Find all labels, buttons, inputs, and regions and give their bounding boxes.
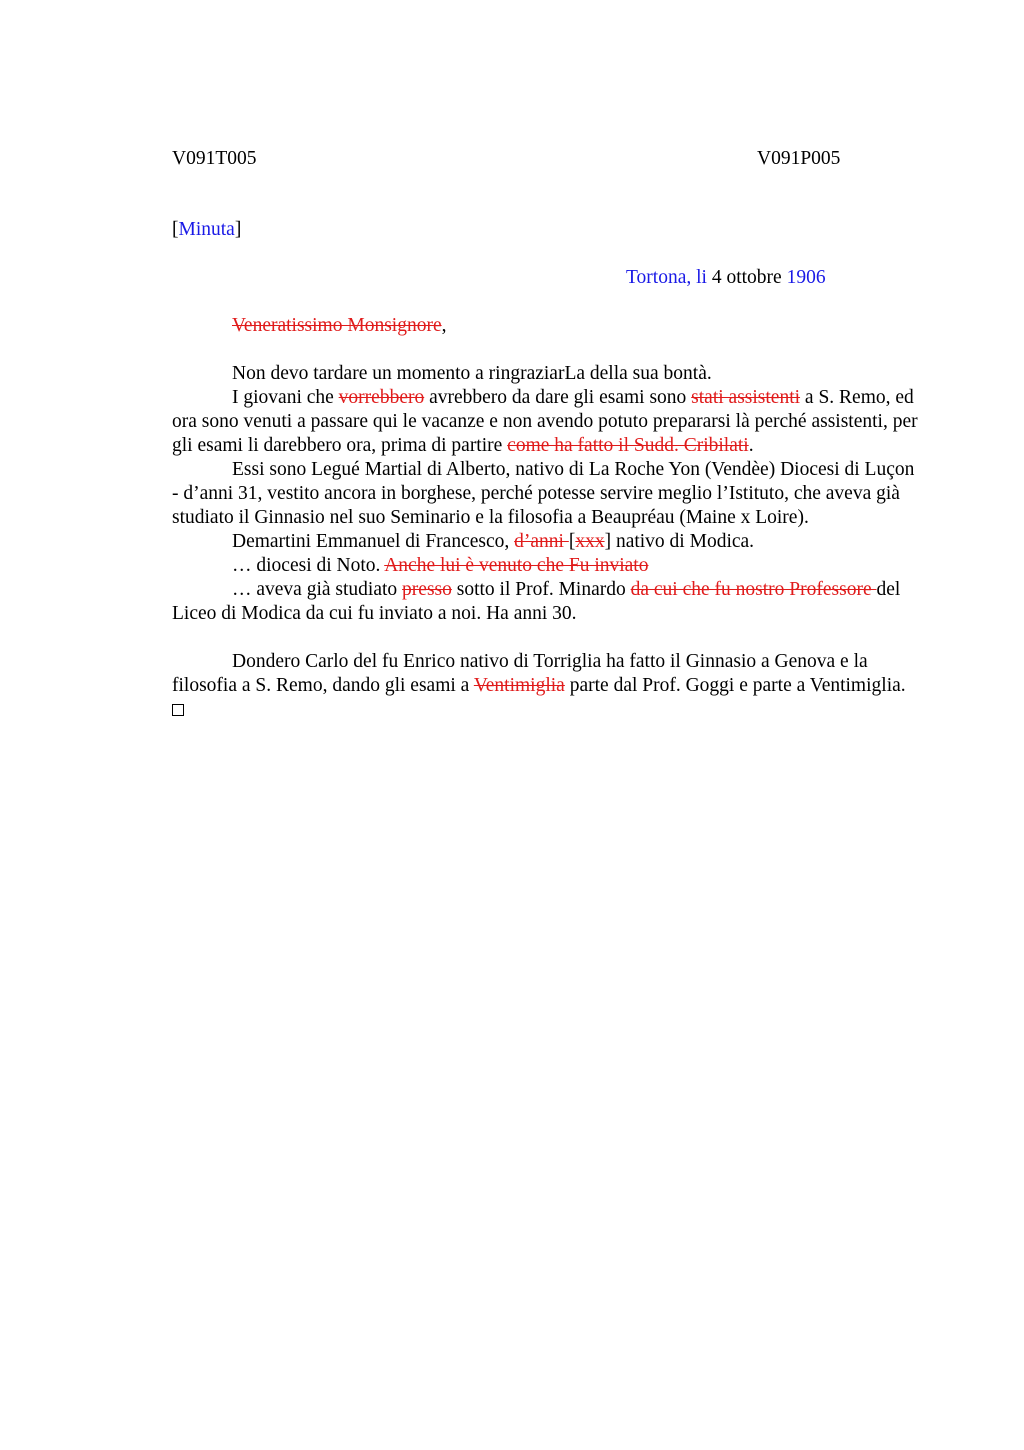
- end-box-icon: [172, 704, 184, 716]
- minuta-label: [172, 218, 241, 242]
- paragraph-dondero: Dondero Carlo del fu Enrico nativo di Torriglia ha fatto il Ginnasio a Genova e la filosofia a S. Remo, dando gli esami a Ventimiglia parte dal Prof. Goggi e parte a Ventimiglia.: [172, 651, 906, 696]
- paragraph-thanks: Non devo tardare un momento a ringraziarLa della sua bontà.: [232, 363, 712, 384]
- paragraph-legue: Essi sono Legué Martial di Alberto, nativo di La Roche Yon (Vendèe) Diocesi di Luçon - d’anni 31, vestito ancora in borghese, perché potesse servire meglio l’Istituto, che aveva già studiato il Ginnasio nel suo Seminario e la filosofia a Beaupréau (Maine x Loire).: [172, 459, 915, 528]
- salutation-comma: ,: [441, 315, 447, 336]
- dateline-place: Tortona, li: [626, 267, 707, 288]
- minuta-text: Minuta: [178, 219, 235, 240]
- dateline-day-month: 4 ottobre: [706, 267, 787, 288]
- document-reference-right: V091P005: [757, 148, 841, 169]
- deleted-text: xxx: [575, 531, 605, 552]
- deleted-text: presso: [402, 579, 452, 600]
- deleted-text: Ventimiglia: [473, 675, 565, 696]
- deleted-text: da cui che fu nostro Professore: [630, 579, 877, 600]
- end-marker: [172, 698, 922, 723]
- paragraph-demartini: Demartini Emmanuel di Francesco, d’anni [xxx] nativo di Modica.: [232, 531, 755, 552]
- deleted-text: stati assistenti: [691, 387, 801, 408]
- paragraph-young-men: I giovani che vorrebbero avrebbero da dare gli esami sono stati assistenti a S. Remo, ed ora sono venuti a passare qui le vacanze e non avendo potuto prepararsi là perché assistenti, per gli esami li darebbero ora, prima di partire come ha fatto il Sudd. Cribilati.: [172, 387, 918, 456]
- minuta-open-bracket: [: [172, 219, 179, 240]
- minuta-close-bracket: ]: [234, 219, 242, 240]
- letter-body: [172, 362, 922, 723]
- dateline-year: 1906: [786, 267, 826, 288]
- document-reference-left: V091T005: [172, 148, 257, 169]
- deleted-text: Anche lui è venuto che Fu inviato: [384, 555, 649, 576]
- deleted-text: d’anni: [514, 531, 569, 552]
- letter-dateline: [626, 266, 826, 290]
- salutation-deleted-text: Veneratissimo Monsignore: [232, 315, 442, 336]
- paragraph-diocese-noto: … diocesi di Noto. Anche lui è venuto che Fu inviato: [232, 555, 649, 576]
- paragraph-minardo: … aveva già studiato presso sotto il Prof. Minardo da cui che fu nostro Professore del Liceo di Modica da cui fu inviato a noi. Ha anni 30.: [172, 579, 901, 624]
- deleted-text: come ha fatto il Sudd. Cribilati: [507, 435, 749, 456]
- deleted-text: vorrebbero: [338, 387, 425, 408]
- letter-salutation: [232, 314, 446, 338]
